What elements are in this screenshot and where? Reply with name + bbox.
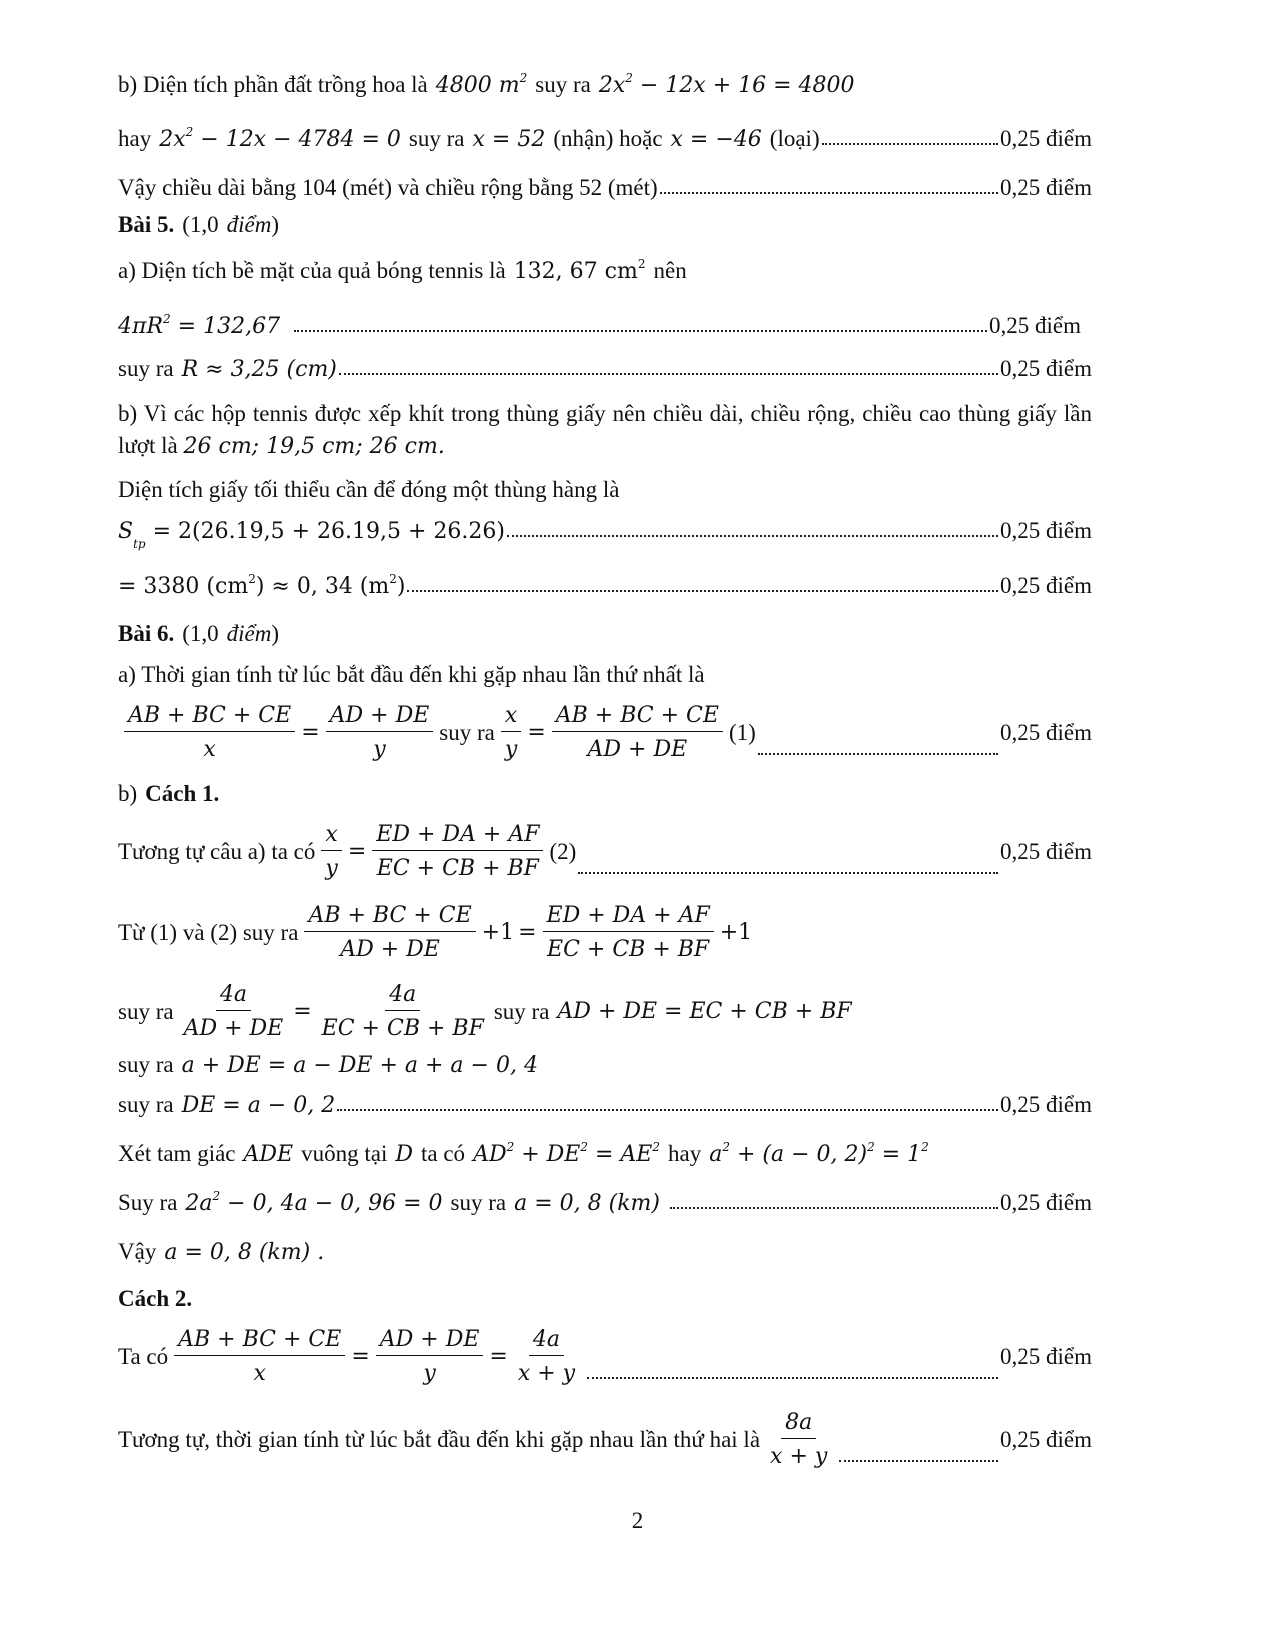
- cach2-line1: [118, 1327, 1092, 1386]
- dot-leader: [839, 1460, 998, 1462]
- bai4b-solution1: x = 52: [472, 126, 546, 152]
- bai6-points-word: điểm: [226, 621, 272, 646]
- bai5-b-paragraph: [118, 398, 1092, 463]
- equals-sign: =: [347, 839, 367, 864]
- cach2-line2: [118, 1410, 1092, 1469]
- cach1-line7: [118, 1190, 1092, 1216]
- cach2-heading-line: [118, 1286, 1092, 1312]
- suy-ra-text: suy ra: [493, 998, 550, 1024]
- bai5-a-end: nên: [653, 258, 687, 283]
- cach1-conclusion: [118, 1239, 1092, 1265]
- cach1-line1: [118, 822, 1092, 881]
- fraction: $\frac{ED + DA + AF}{EC + CB + BF}$: [543, 903, 714, 962]
- quadratic-solution: a = 0, 8 (km): [514, 1190, 660, 1216]
- cach1-line4: [118, 1052, 1092, 1078]
- bai5-eq1: $4\pi R^2 = 132,67$: [118, 311, 281, 339]
- bai4b-conclusion: Vậy chiều dài bằng 104 (mét) và chiều rộng bằng 52 (mét): [118, 175, 658, 200]
- bai5-eq1-line: [118, 313, 1081, 339]
- page-number: 2: [631, 1508, 644, 1533]
- dot-leader: [822, 143, 998, 145]
- fraction: $\frac{AB + BC + CE}{x}$: [174, 1327, 345, 1386]
- equals-sign: =: [518, 920, 537, 945]
- score-label: 0,25 điểm: [1000, 1426, 1092, 1452]
- bai5-b-text: b) Vì các hộp tennis được xếp khít trong thùng giấy nên chiều dài, chiều rộng, chiều cao thùng giấy lần lượt là: [118, 401, 1092, 458]
- suy-ra-text: suy ra: [439, 719, 495, 745]
- bai6-points-open: (1,0: [182, 621, 219, 646]
- bai5-radius: R ≈ 3,25 (cm): [181, 356, 337, 382]
- bai5-surface-area: 132, 67 $cm^2$: [513, 256, 646, 284]
- bai4b-line1-text: b) Diện tích phần đất trồng hoa là: [118, 72, 428, 97]
- cach1-line5-equation: DE = a − 0, 2: [181, 1092, 336, 1118]
- dot-leader: [507, 535, 998, 537]
- bai5-points-word: điểm: [226, 212, 272, 237]
- triangle-name: ADE: [243, 1141, 294, 1167]
- cach1-line6-mid: vuông tại: [301, 1141, 388, 1166]
- bai4b-line2-pre: hay: [118, 126, 152, 151]
- suy-ra-text: suy ra: [450, 1190, 507, 1215]
- bai5-eq2-pre: suy ra: [118, 356, 174, 381]
- cach2-line2-text: Tương tự, thời gian tính từ lúc bắt đầu đến khi gặp nhau lần thứ hai là: [118, 1426, 761, 1452]
- bai5-points-close: ): [271, 212, 280, 237]
- fraction: $\frac{4a}{EC + CB + BF}$: [321, 982, 484, 1041]
- cach2-heading: Cách 2.: [118, 1286, 193, 1311]
- bai6-heading: [118, 621, 1092, 647]
- bai4b-equation2: $2x^2 - 12x - 4784 = 0$: [159, 124, 401, 152]
- cach1-line6-hay: hay: [668, 1141, 702, 1166]
- score-label: 0,25 điểm: [1000, 1092, 1092, 1117]
- bai5-b-dimensions: 26 cm; 19,5 cm; 26 cm.: [183, 434, 445, 459]
- score-label: 0,25 điểm: [1000, 838, 1092, 864]
- cach1-line3: [118, 982, 1092, 1041]
- cach1-line2-text: Từ (1) và (2) suy ra: [118, 919, 299, 945]
- bai5-a-text: a) Diện tích bề mặt của quả bóng tennis là: [118, 258, 506, 283]
- dot-leader: [670, 1207, 998, 1209]
- plus-one: +1: [719, 920, 753, 945]
- bai5-paper-line: [118, 477, 1092, 503]
- cach1-conclusion-pre: Vậy: [118, 1239, 157, 1264]
- cach1-heading: Cách 1.: [145, 781, 220, 806]
- bai6-a-equation: [118, 703, 1092, 762]
- score-label: 0,25 điểm: [1000, 719, 1092, 745]
- equals-sign: =: [489, 1344, 508, 1369]
- bai6-b-heading: [118, 781, 1092, 807]
- score-label: 0,25 điểm: [1000, 1190, 1092, 1215]
- bai4b-line1: [118, 72, 1092, 98]
- bai5-heading: [118, 212, 1092, 238]
- equals-sign: =: [301, 720, 320, 745]
- suy-ra-text: suy ra: [118, 1052, 174, 1077]
- score-label: 0,25 điểm: [1000, 518, 1092, 543]
- fraction: $\frac{AD + DE}{y}$: [326, 703, 434, 762]
- bai5-result-line: [118, 573, 1092, 599]
- score-label: 0,25 điểm: [1000, 1343, 1092, 1369]
- equals-sign: =: [293, 999, 312, 1024]
- bai6-points-close: ): [271, 621, 280, 646]
- equals-sign: =: [351, 1344, 370, 1369]
- pythagoras-equation: $AD^2 + DE^2 = AE^2$: [473, 1139, 661, 1167]
- score-label: 0,25 điểm: [1000, 356, 1092, 381]
- cach1-line6-pre: Xét tam giác: [118, 1141, 236, 1166]
- score-label: 0,25 điểm: [1000, 175, 1092, 200]
- bai4b-accept: (nhận) hoặc: [553, 126, 663, 151]
- fraction: $\frac{AB + BC + CE}{x}$: [124, 703, 295, 762]
- bai6-title: Bài 6.: [118, 621, 175, 646]
- equation-tag: (1): [728, 719, 756, 745]
- fraction: $\frac{AB + BC + CE}{AD + DE}$: [552, 703, 723, 762]
- cach1-line1-text: Tương tự câu a) ta có: [118, 838, 316, 864]
- bai5-eq2-line: [118, 356, 1092, 382]
- fraction: $\frac{ED + DA + AF}{EC + CB + BF}$: [372, 822, 543, 881]
- dot-leader: [578, 872, 998, 874]
- bai5-paper-text: Diện tích giấy tối thiểu cần để đóng một thùng hàng là: [118, 477, 620, 502]
- dot-leader: [758, 753, 998, 755]
- dot-leader: [660, 192, 998, 194]
- cach1-line7-pre: Suy ra: [118, 1190, 178, 1215]
- fraction: $\frac{4a}{AD + DE}$: [183, 982, 284, 1041]
- bai5-result: = 3380 $(cm^2) \approx 0$, 34 $(m^2)$: [118, 571, 406, 599]
- cach1-line4-equation: a + DE = a − DE + a + a − 0, 4: [181, 1052, 538, 1078]
- fraction: $\frac{x}{y}$: [501, 703, 521, 762]
- pythagoras-equation-numeric: $a^2 + (a - 0$, $2)^2 = 1^2$: [709, 1139, 929, 1167]
- cach1-conclusion-equation: a = 0, 8 (km) .: [164, 1239, 325, 1265]
- suy-ra-text: suy ra: [118, 998, 174, 1024]
- cach1-line3-equation: AD + DE = EC + CB + BF: [557, 999, 852, 1024]
- bai6-a-line: [118, 662, 1092, 688]
- fraction: $\frac{4a}{x + y}$: [517, 1327, 576, 1386]
- dot-leader: [294, 330, 987, 332]
- plus-one: +1: [481, 920, 515, 945]
- vertex-d: D: [395, 1141, 413, 1167]
- dot-leader: [337, 1109, 998, 1111]
- bai4b-reject: (loại): [769, 126, 820, 151]
- dot-leader: [407, 590, 998, 592]
- score-label: 0,25 điểm: [989, 313, 1081, 338]
- bai5-points-open: (1,0: [182, 212, 219, 237]
- quadratic-equation: $2a^2 - 0$, 4a − 0, 96 = 0: [185, 1188, 443, 1216]
- bai5-title: Bài 5.: [118, 212, 175, 237]
- cach2-line1-pre: Ta có: [118, 1343, 169, 1369]
- bai6-a-text: a) Thời gian tính từ lúc bắt đầu đến khi gặp nhau lần thứ nhất là: [118, 662, 705, 687]
- bai6-b-label: b): [118, 781, 138, 806]
- cach1-line6: [118, 1141, 1092, 1167]
- dot-leader: [587, 1377, 998, 1379]
- cach1-line2: [118, 903, 1092, 962]
- cach1-line5: [118, 1092, 1092, 1118]
- bai5-stp-line: [118, 518, 1092, 551]
- bai5-stp: $S_{tp} = 2(26.19,5 + 26.19,5 + 26.26)$: [118, 518, 505, 551]
- bai4b-area: 4800 $m^2$: [435, 70, 528, 98]
- bai4b-line3: [118, 175, 1092, 201]
- score-label: 0,25 điểm: [1000, 126, 1092, 151]
- cach1-line6-taco: ta có: [421, 1141, 466, 1166]
- dot-leader: [339, 373, 998, 375]
- fraction: $\frac{AD + DE}{y}$: [376, 1327, 484, 1386]
- equals-sign: =: [527, 720, 546, 745]
- bai4b-line2-mid: suy ra: [408, 126, 465, 151]
- bai4b-line2: [118, 126, 1092, 152]
- bai4b-line1-mid: suy ra: [535, 72, 591, 97]
- bai4b-solution2: x = −46: [670, 126, 762, 152]
- fraction: $\frac{x}{y}$: [321, 822, 341, 881]
- fraction: $\frac{AB + BC + CE}{AD + DE}$: [304, 903, 475, 962]
- equation-tag: (2): [549, 838, 577, 864]
- bai4b-equation1: $2x^2 - 12x + 16 = 4800$: [598, 70, 855, 98]
- bai5-a-line: [118, 258, 1092, 284]
- fraction: $\frac{8a}{x + y}$: [770, 1410, 828, 1469]
- score-label: 0,25 điểm: [1000, 573, 1092, 598]
- suy-ra-text: suy ra: [118, 1092, 174, 1117]
